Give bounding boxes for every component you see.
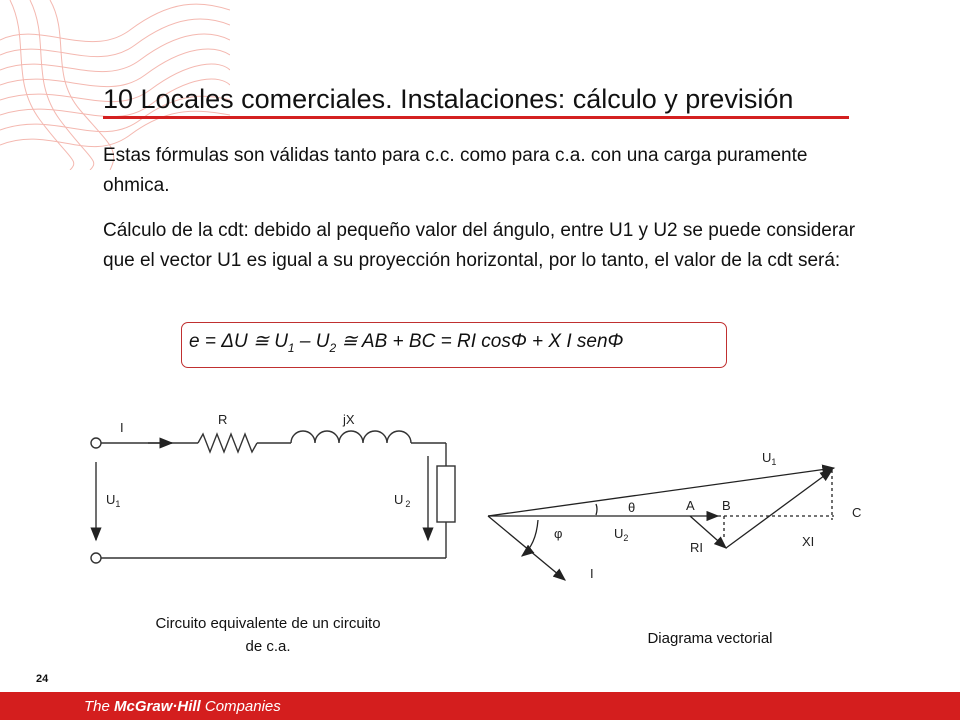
label-vd-u1-sub: 1 [771,457,777,467]
approx-symbol: ≅ [252,331,269,352]
page-title: 10 Locales comerciales. Instalaciones: cálculo y previsión [103,84,794,114]
label-reactance: jX [343,412,355,427]
approx-symbol-2: ≅ [341,331,358,352]
label-vd-u1 [762,450,776,467]
label-u1-text: U [106,492,116,507]
page-number: 24 [36,673,49,685]
angle-theta [596,504,597,515]
title-underline [103,116,849,119]
vector-diagram [488,468,834,580]
label-u2 [394,492,410,509]
brand-suffix: Companies [200,698,281,715]
formula-rhs: AB + BC = RI cosΦ + X I senΦ [357,331,624,352]
label-b: B [722,498,731,513]
resistor [198,434,257,452]
formula-u1: U [274,331,288,352]
brand-logo [84,698,281,715]
label-phi: φ [554,526,563,541]
label-u1-sub: 1 [115,499,121,509]
formula-u1-sub: 1 [287,340,295,355]
terminal-top [91,438,101,448]
label-xi: XI [802,534,815,549]
label-theta: θ [628,500,636,515]
vector-diagram-caption: Diagrama vectorial [647,630,773,647]
formula-u2-sub: 2 [329,340,337,355]
label-vd-u1-text: U [762,450,772,465]
terminal-bottom [91,553,101,563]
label-vd-u2-sub: 2 [623,533,629,543]
brand-name: McGraw·Hill [114,698,201,715]
label-c: C [852,505,862,520]
inductor [291,431,411,443]
label-u1 [106,492,120,509]
formula-minus: – [294,331,316,352]
load [437,466,455,522]
label-u2-text: U [394,492,404,507]
vector-xi [726,470,832,548]
diagrams [0,390,960,610]
label-current: I [120,420,124,435]
label-a: A [686,498,695,513]
brand-prefix: The [84,698,115,715]
label-u2-sub: 2 [405,499,411,509]
circuit-caption: Circuito equivalente de un circuito de c.a. [155,615,381,655]
label-resistor: R [218,412,228,427]
vector-u1 [488,468,834,516]
formula-u2: U [315,331,330,352]
paragraph-cdt: Cálculo de la cdt: debido al pequeño valor del ángulo, entre U1 y U2 se puede considerar que el vector U1 es igual a su proyección horizontal, por lo tanto, el valor de la cdt será: [103,220,856,271]
label-vd-u2 [614,526,628,543]
formula-lhs: e = ΔU [189,331,248,352]
label-vd-u2-text: U [614,526,624,541]
label-vd-i: I [590,566,594,581]
label-ri: RI [690,540,703,555]
paragraph-intro: Estas fórmulas son válidas tanto para c.c. como para c.a. con una carga puramente ohmica. [103,145,808,196]
formula [189,330,623,355]
